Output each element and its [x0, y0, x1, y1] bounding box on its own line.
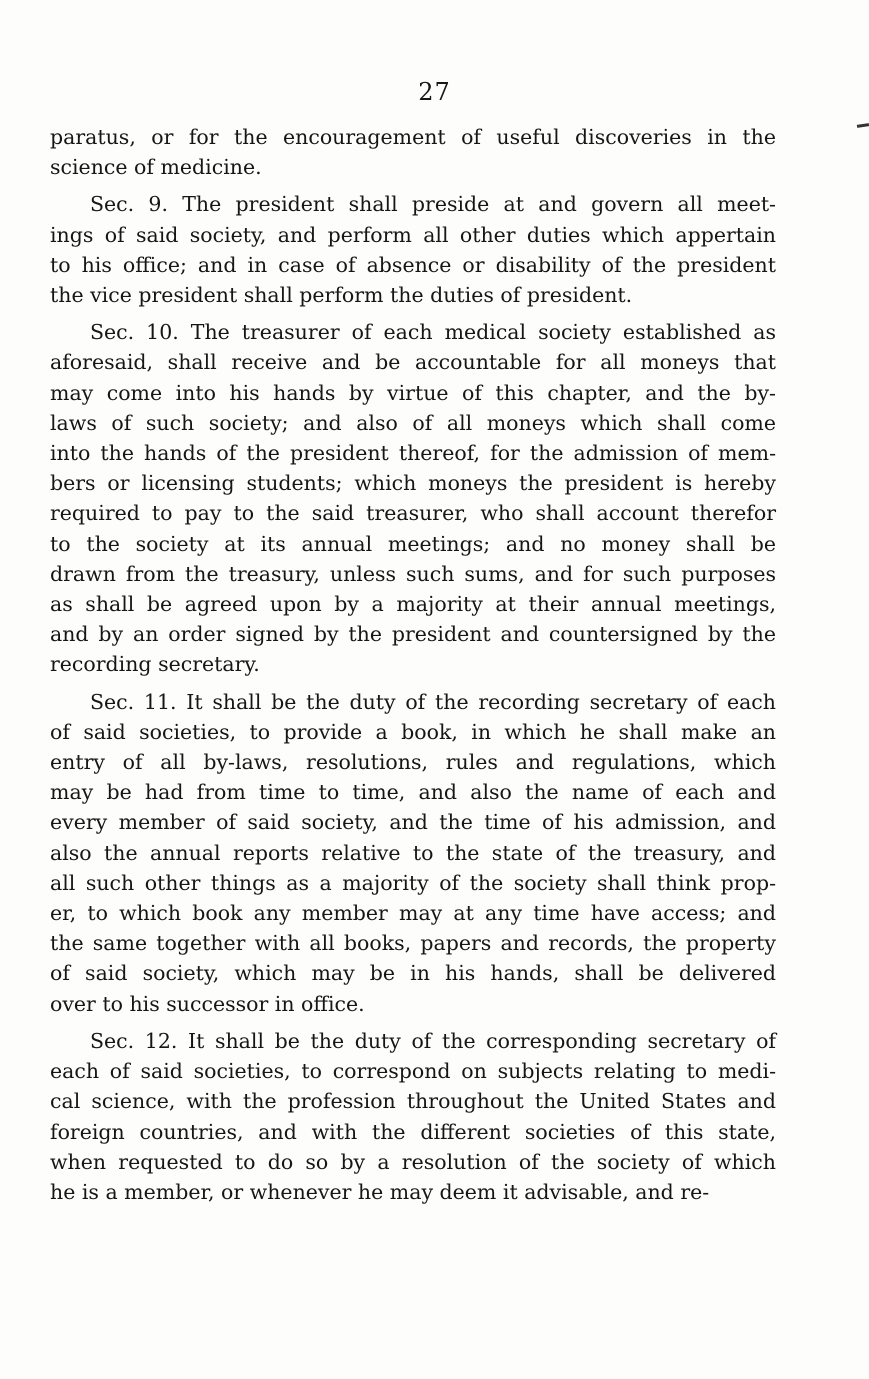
text-line: Sec. 11. It shall be the duty of the recording secretary of each	[90, 689, 776, 714]
text-line: recording secretary.	[50, 652, 260, 677]
text-line: to his office; and in case of absence or disability of the president	[50, 252, 776, 277]
text-line: as shall be agreed upon by a majority at their annual meetings,	[50, 592, 776, 617]
text-line: the vice president shall perform the duties of president.	[50, 283, 633, 308]
text-line: Sec. 10. The treasurer of each medical society established as	[90, 320, 776, 345]
text-line: laws of such society; and also of all moneys which shall come	[50, 410, 776, 435]
text-line: aforesaid, shall receive and be accountable for all moneys that	[50, 350, 776, 375]
text-line: he is a member, or whenever he may deem it advisable, and re-	[50, 1179, 710, 1204]
section-paragraph	[50, 687, 776, 1019]
section-paragraph	[50, 1026, 776, 1207]
page-number: 27	[418, 78, 451, 106]
text-line: and by an order signed by the president and countersigned by the	[50, 622, 776, 647]
text-line: cal science, with the profession throughout the United States and	[50, 1089, 776, 1114]
text-line: foreign countries, and with the different societies of this state,	[50, 1119, 776, 1144]
text-line: paratus, or for the encouragement of useful discoveries in the	[50, 125, 776, 149]
text-line: all such other things as a majority of the society shall think prop-	[50, 870, 776, 895]
text-line: to the society at its annual meetings; and no money shall be	[50, 531, 776, 556]
text-line: may be had from time to time, and also the name of each and	[50, 780, 776, 805]
text-line: bers or licensing students; which moneys the president is hereby	[50, 471, 776, 496]
text-line: drawn from the treasury, unless such sums, and for such purposes	[50, 561, 776, 586]
text-line: science of medicine.	[50, 155, 262, 180]
text-line: also the annual reports relative to the state of the treasury, and	[50, 840, 776, 865]
text-line: of said societies, to provide a book, in which he shall make an	[50, 719, 776, 744]
paragraph-continuation	[50, 122, 776, 182]
text-line: Sec. 12. It shall be the duty of the corresponding secretary of	[90, 1028, 776, 1053]
text-line: over to his successor in office.	[50, 991, 365, 1016]
text-line: entry of all by-laws, resolutions, rules and regulations, which	[50, 750, 776, 775]
text-line: when requested to do so by a resolution of the society of which	[50, 1149, 776, 1174]
text-line: every member of said society, and the time of his admission, and	[50, 810, 776, 835]
text-line: each of said societies, to correspond on subjects relating to medi-	[50, 1059, 776, 1084]
text-line: may come into his hands by virtue of this chapter, and the by-	[50, 380, 776, 405]
body-text	[50, 122, 776, 1214]
text-line: required to pay to the said treasurer, who shall account therefor	[50, 501, 776, 526]
page-edge-mark	[857, 123, 869, 128]
text-line: of said society, which may be in his hands, shall be delivered	[50, 961, 776, 986]
section-paragraph	[50, 189, 776, 310]
text-line: into the hands of the president thereof, for the admission of mem-	[50, 441, 776, 466]
text-line: Sec. 9. The president shall preside at and govern all meet-	[90, 192, 776, 217]
section-paragraph	[50, 317, 776, 679]
text-line: er, to which book any member may at any time have access; and	[50, 901, 776, 926]
text-line: the same together with all books, papers and records, the property	[50, 931, 776, 956]
text-line: ings of said society, and perform all other duties which appertain	[50, 222, 776, 247]
